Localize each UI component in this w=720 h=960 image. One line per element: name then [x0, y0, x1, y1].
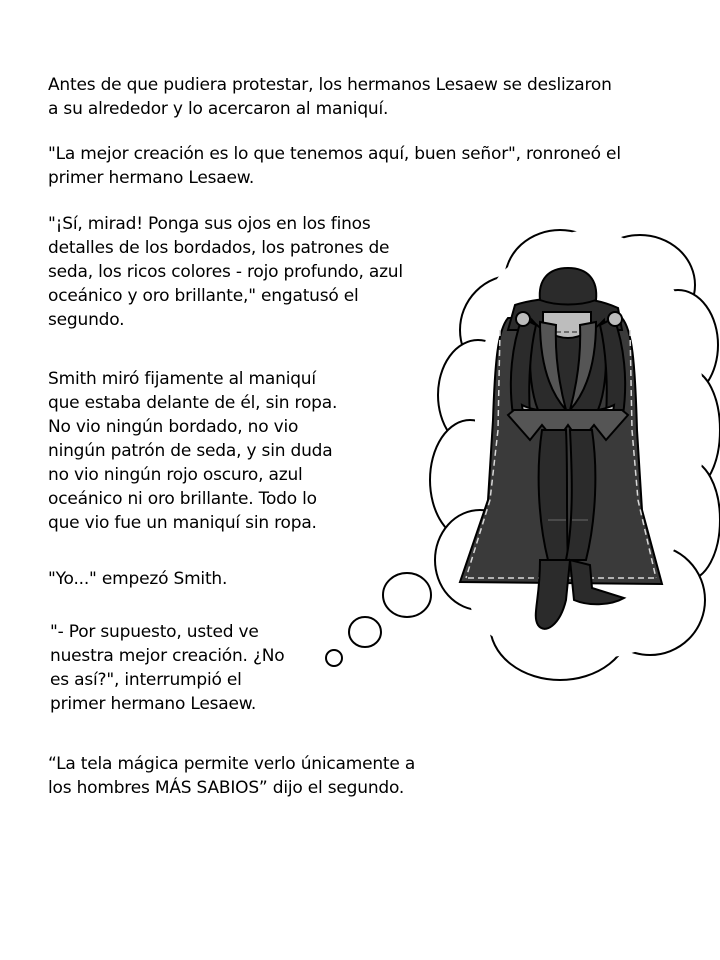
- story-paragraph-4: Smith miró fijamente al maniquí que estaba delante de él, sin ropa. No vio ningún bordado, no vio ningún patrón de seda, y sin duda no vio ningún rojo oscuro, azul oceánico ni oro brillante. Todo lo que vio fue un maniquí sin ropa.: [48, 369, 338, 533]
- story-paragraph-5: "Yo..." empezó Smith.: [48, 569, 228, 589]
- story-paragraph-1: Antes de que pudiera protestar, los hermanos Lesaew se deslizaron a su alrededor y lo acercaron al maniquí.: [48, 75, 612, 119]
- story-paragraph-3: "¡Sí, mirad! Ponga sus ojos en los finos detalles de los bordados, los patrones de seda, los ricos colores - rojo profundo, azul oceánico y oro brillante," engatusó el segundo.: [48, 214, 403, 330]
- story-paragraph-7: “La tela mágica permite verlo únicamente a los hombres MÁS SABIOS” dijo el segundo.: [48, 754, 416, 798]
- story-paragraph-2: "La mejor creación es lo que tenemos aquí, buen señor", ronroneó el primer hermano Lesaew.: [48, 144, 621, 188]
- story-paragraph-6: "- Por supuesto, usted ve nuestra mejor creación. ¿No es así?", interrumpió el primer hermano Lesaew.: [50, 622, 285, 714]
- mannequin-figure: [460, 268, 662, 629]
- thought-cloud: [430, 230, 720, 680]
